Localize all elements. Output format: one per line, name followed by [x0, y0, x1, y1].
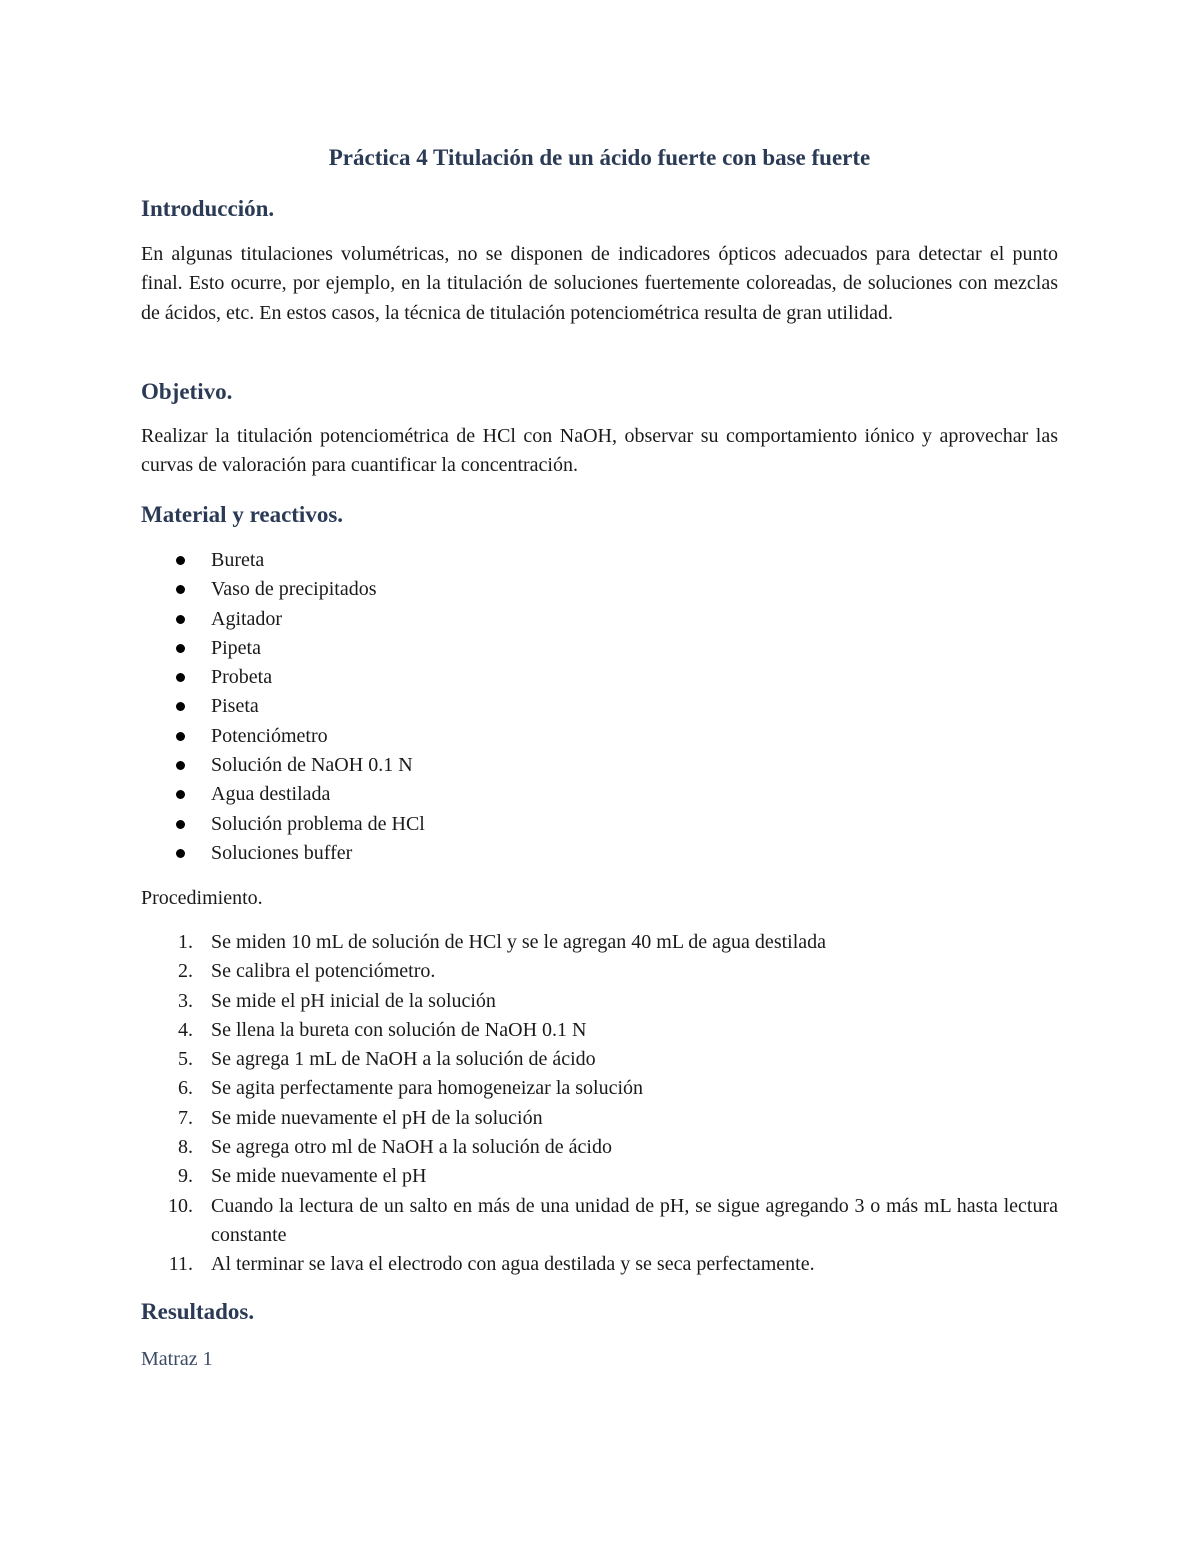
bullet-icon — [176, 585, 185, 594]
list-item: Agua destilada — [141, 780, 425, 809]
bullet-icon — [176, 702, 185, 711]
heading-introduccion: Introducción. — [141, 196, 275, 221]
list-item: Vaso de precipitados — [141, 575, 425, 604]
list-item: Solución de NaOH 0.1 N — [141, 751, 425, 780]
bullet-icon — [176, 820, 185, 829]
list-item: Pipeta — [141, 634, 425, 663]
bullet-icon — [176, 615, 185, 624]
introduccion-text: En algunas titulaciones volumétricas, no se disponen de indicadores ópticos adecuados para detectar el punto final. Esto ocurre, por ejemplo, en la titulación de soluciones fuertemente coloreadas, de soluciones con mezclas de ácidos, etc. En estos casos, la técnica de titulación potenciométrica resulta de gran utilidad. — [141, 243, 1058, 324]
document-title: Práctica 4 Titulación de un ácido fuerte con base fuerte — [328, 145, 871, 170]
bullet-icon — [176, 644, 185, 653]
list-item: 11. Al terminar se lava el electrodo con agua destilada y se seca perfectamente. — [168, 1253, 815, 1276]
list-item: Potenciómetro — [141, 722, 425, 751]
list-item: 6. Se agita perfectamente para homogeneizar la solución — [178, 1077, 644, 1100]
bullet-icon — [176, 790, 185, 799]
material-list — [141, 546, 425, 868]
list-item: Soluciones buffer — [141, 839, 425, 868]
list-item: Piseta — [141, 692, 425, 721]
list-item: Solución problema de HCl — [141, 810, 425, 839]
heading-procedimiento: Procedimiento. — [141, 887, 263, 909]
bullet-icon — [176, 556, 185, 565]
bullet-icon — [176, 673, 185, 682]
heading-material: Material y reactivos. — [141, 502, 344, 527]
bullet-icon — [176, 732, 185, 741]
bullet-icon — [176, 849, 185, 858]
procedimiento-list — [141, 928, 1058, 1280]
resultados-subheading: Matraz 1 — [141, 1348, 213, 1370]
heading-objetivo: Objetivo. — [141, 379, 233, 404]
list-item: 3. Se mide el pH inicial de la solución — [178, 989, 496, 1012]
list-item: 4. Se llena la bureta con solución de NaOH 0.1 N — [178, 1018, 587, 1041]
list-item: 10. Cuando la lectura de un salto en más de una unidad de pH, se sigue agregando 3 o más mL hasta lectura constante — [168, 1194, 1058, 1246]
objetivo-text: Realizar la titulación potenciométrica de HCl con NaOH, observar su comportamiento iónico y aprovechar las curvas de valoración para cuantificar la concentración. — [141, 425, 1058, 477]
list-item: Probeta — [141, 663, 425, 692]
list-item: 2. Se calibra el potenciómetro. — [178, 960, 436, 983]
list-item: 8. Se agrega otro ml de NaOH a la solución de ácido — [178, 1136, 612, 1159]
list-item: 5. Se agrega 1 mL de NaOH a la solución de ácido — [178, 1048, 596, 1071]
heading-resultados: Resultados. — [141, 1299, 255, 1324]
list-item: Agitador — [141, 605, 425, 634]
list-item: 9. Se mide nuevamente el pH — [178, 1165, 427, 1188]
list-item: 1. Se miden 10 mL de solución de HCl y se le agregan 40 mL de agua destilada — [178, 931, 827, 953]
bullet-icon — [176, 761, 185, 770]
list-item: 7. Se mide nuevamente el pH de la solución — [178, 1106, 543, 1129]
list-item: Bureta — [141, 546, 425, 575]
